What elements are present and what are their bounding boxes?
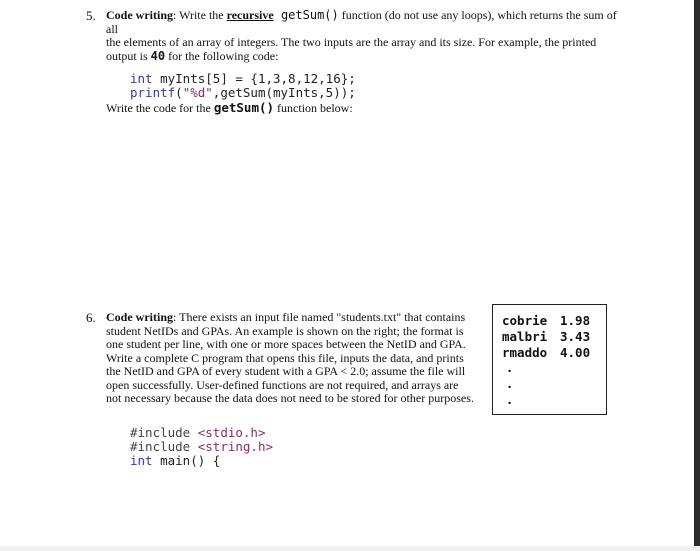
q6-code-line-2: #include <string.h> <box>130 439 274 454</box>
question-6-text <box>106 311 491 406</box>
q6-line-1: Code writing: There exists an input file named "students.txt" that contains <box>106 310 466 324</box>
q6-line-6: open successfully. User-defined functions are not required, and arrays are <box>106 377 459 392</box>
q6-line-4: Write a complete C program that opens this file, inputs the data, and prints <box>106 350 464 365</box>
q6-line-3: one student per line, with one or more spaces between the NetID and GPA. <box>106 337 466 351</box>
q5-line-1: Code writing: Write the recursive getSum() function (do not use any loops), which returns the sum of all <box>106 8 617 36</box>
q6-line-5: the NetID and GPA of every student with a GPA < 2.0; assume the file will <box>106 364 466 378</box>
q5-code-block <box>130 58 356 128</box>
q6-code-block <box>130 412 273 496</box>
q6-label: Code writing <box>106 310 173 324</box>
question-6-number: 6. <box>86 310 96 325</box>
q5-prompt: Write the code for the getSum() function below: <box>106 100 353 115</box>
question-5-text <box>106 9 626 63</box>
q5-code-line-2: printf("%d",getSum(myInts,5)); <box>130 85 356 100</box>
q6-code-line-1: #include <stdio.h> <box>130 425 266 440</box>
ellipsis-dot: . <box>506 377 514 391</box>
q6-code-line-3: int main() { <box>130 453 221 468</box>
students-file-example <box>492 304 607 415</box>
q5-code-line-1: int myInts[5] = {1,3,8,12,16}; <box>130 71 356 86</box>
ellipsis-dot: . <box>506 393 514 407</box>
q6-line-7: not necessary because the data does not need to be stored for other purposes. <box>106 391 474 405</box>
recursive-emphasis: recursive <box>226 8 274 22</box>
record-row: rmaddo 4.00 <box>502 345 591 360</box>
q5-label: Code writing <box>106 8 173 22</box>
ellipsis-dot: . <box>506 361 514 375</box>
page-bottom-edge <box>0 546 700 551</box>
q5-line-2: the elements of an array of integers. The two inputs are the array and its size. For example, the printed <box>106 35 597 49</box>
question-5-number: 5. <box>86 8 96 23</box>
q6-line-2: student NetIDs and GPAs. An example is shown on the right; the format is <box>106 323 464 338</box>
q5-line-3: output is 40 for the following code: <box>106 48 279 63</box>
record-row: malbri 3.43 <box>502 329 591 344</box>
record-row: cobrie 1.98 <box>502 313 591 328</box>
